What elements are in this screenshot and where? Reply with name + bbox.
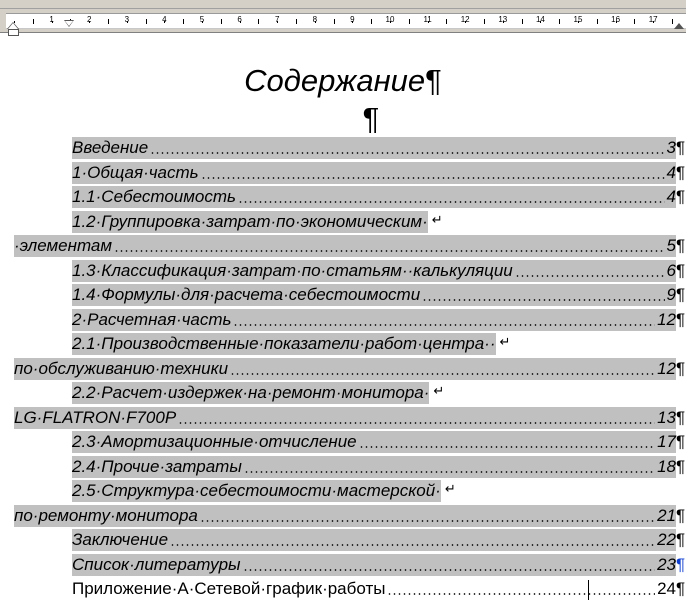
ruler-number: 6 (237, 15, 242, 24)
toc-entry-title: 1.1·Себестоимость (72, 187, 236, 206)
toc-entry-title: 1.3·Классификация·затрат·по·статьям··калькуляции (72, 260, 513, 280)
ruler-number: 5 (199, 15, 205, 24)
toc-entry[interactable] (0, 431, 686, 453)
toc-page-number: 5 (666, 236, 676, 255)
ruler-number: 16 (611, 15, 621, 24)
toc-page-number: 13 (657, 407, 676, 427)
pilcrow-mark: ¶ (676, 554, 686, 574)
ruler-tick (634, 19, 635, 24)
ruler-tick (371, 19, 372, 24)
ruler-tick (446, 19, 447, 24)
text-cursor (588, 580, 589, 600)
dot-leader (243, 554, 656, 576)
ruler-tick (559, 19, 560, 24)
ruler-tick (258, 19, 259, 24)
pilcrow-mark: ¶ (676, 456, 686, 476)
ruler-number: 2 (86, 15, 92, 24)
pilcrow-mark: ¶ (676, 260, 686, 280)
toc-page-number: 23 (657, 554, 676, 574)
toc-entry[interactable] (0, 505, 686, 527)
line-break-mark: ↵ (431, 211, 443, 227)
dot-leader (230, 358, 655, 380)
ruler-tick (334, 19, 335, 24)
toc-entry-title: 2.3·Амортизационные·отчисление (72, 432, 357, 451)
pilcrow-mark: ¶ (676, 285, 686, 304)
dot-leader (359, 431, 655, 453)
toc-entry-title: 2.5·Структура·себестоимости·мастерской· (72, 481, 441, 500)
pilcrow-mark: ¶ (676, 187, 686, 206)
pilcrow-mark: ¶ (676, 358, 686, 378)
ruler-scale (6, 13, 686, 29)
toc-page-number: 4 (666, 162, 676, 182)
toc-entry-title: Заключение (72, 530, 169, 549)
line-break-mark: ↵ (444, 481, 456, 496)
toc-entry[interactable] (0, 186, 686, 208)
dot-leader (238, 186, 665, 208)
pilcrow-mark: ¶ (676, 579, 686, 598)
toc-entry-title: Список·литературы (72, 554, 241, 574)
toc-heading-text: Содержание (244, 63, 426, 98)
pilcrow-mark: ¶ (676, 162, 686, 182)
ruler-tick (33, 19, 34, 24)
toc-page-number: 17 (657, 432, 676, 451)
toc-entry[interactable] (0, 554, 686, 576)
toc-entry-title: по·ремонту·монитора (14, 505, 198, 525)
toc-entry-title: Введение (72, 138, 149, 157)
toc-entry[interactable] (0, 333, 686, 355)
ruler-number: 7 (274, 15, 280, 24)
ruler-tick (221, 19, 222, 24)
ruler-tick (597, 19, 598, 24)
ruler-number: 10 (385, 15, 395, 24)
toc-entry-title: 2.2·Расчет·издержек·на·ремонт·монитора· (72, 383, 430, 402)
ruler-number: 11 (423, 15, 432, 24)
ruler-number: 14 (535, 15, 545, 24)
toc-entry[interactable] (0, 211, 686, 233)
toc-entry-title: LG·FLATRON·F700P (14, 407, 177, 427)
toc-entry-title: ·элементам (14, 236, 113, 255)
toc-entry-title: 2.4·Прочие·затраты (72, 456, 242, 476)
toc-entry[interactable] (0, 529, 686, 551)
ruler-number: 4 (162, 15, 167, 24)
dot-leader (201, 162, 665, 184)
right-indent-marker[interactable] (674, 23, 684, 29)
document-page[interactable] (0, 33, 686, 603)
ruler-number: 12 (460, 15, 470, 24)
empty-paragraph-mark: ¶ (362, 101, 380, 136)
dot-leader (200, 505, 655, 527)
toc-entry[interactable] (0, 578, 686, 600)
ruler-tick (183, 19, 184, 24)
toc-entry[interactable] (0, 407, 686, 429)
dot-leader (233, 309, 655, 331)
toc-entry-title: Приложение·А·Сетевой·график·работы (72, 579, 386, 598)
toc-entry-title: 1.2·Группировка·затрат·по·экономическим· (72, 211, 428, 231)
toc-page-number: 6 (666, 260, 676, 280)
ruler-tick (409, 19, 410, 24)
ruler-number: 8 (312, 15, 318, 24)
ruler-tick (108, 19, 109, 24)
dot-leader (150, 137, 664, 159)
ruler-tick (522, 19, 523, 24)
pilcrow-mark: ¶ (676, 530, 686, 549)
pilcrow-mark: ¶ (425, 63, 442, 98)
ruler-number: 17 (648, 15, 658, 24)
pilcrow-mark: ¶ (676, 138, 686, 157)
toc-page-number: 18 (657, 456, 676, 476)
ruler-tick (484, 19, 485, 24)
ruler-number: 1 (49, 15, 54, 24)
first-line-indent-marker-fill (65, 21, 73, 26)
line-break-mark: ↵ (433, 383, 445, 398)
toc-entry-title: 1.4·Формулы·для·расчета·себестоимости (72, 285, 421, 304)
ruler-tick (296, 19, 297, 24)
toc-page-number: 22 (657, 530, 676, 549)
toc-entry[interactable] (0, 382, 686, 404)
pilcrow-mark: ¶ (676, 432, 686, 451)
toc-entry-title: 2·Расчетная·часть (72, 309, 232, 329)
ruler-tick (672, 19, 673, 24)
pilcrow-mark: ¶ (676, 309, 686, 329)
pilcrow-mark: ¶ (676, 236, 686, 255)
toc-page-number: 24 (657, 579, 676, 598)
horizontal-ruler[interactable] (0, 9, 686, 33)
ruler-number: 9 (350, 15, 355, 24)
toc-entry[interactable] (0, 480, 686, 502)
toc-page-number: 4 (666, 187, 676, 206)
toc-entry[interactable] (0, 260, 686, 282)
toc-page-number: 9 (666, 285, 676, 304)
toc-entry[interactable] (0, 358, 686, 380)
ruler-number: 3 (124, 15, 130, 24)
pilcrow-mark: ¶ (676, 505, 686, 525)
toc-entry[interactable] (0, 235, 686, 257)
dot-leader (170, 529, 655, 551)
toolbar-edge (0, 0, 686, 9)
toc-entry[interactable] (0, 456, 686, 478)
toc-entry[interactable] (0, 162, 686, 184)
dot-leader (114, 235, 664, 257)
toc-page-number: 3 (666, 138, 676, 157)
toc-page-number: 12 (657, 309, 676, 329)
ruler-number: 15 (573, 15, 583, 24)
toc-entry-title: 1·Общая·часть (72, 162, 199, 182)
dot-leader (244, 456, 655, 478)
toc-entry-title: 2.1·Производственные·показатели·работ·центра·· (72, 334, 496, 353)
dot-leader (515, 260, 665, 282)
dot-leader (387, 578, 655, 600)
toc-page-number: 12 (657, 358, 676, 378)
ruler-tick (146, 19, 147, 24)
dot-leader (422, 284, 664, 306)
pilcrow-mark: ¶ (676, 407, 686, 427)
toc-entry[interactable] (0, 309, 686, 331)
toc-heading (0, 63, 686, 99)
dot-leader (178, 407, 655, 429)
toc-entry-title: по·обслуживанию·техники (14, 358, 229, 378)
toc-entry[interactable] (0, 284, 686, 306)
toc-entry[interactable] (0, 137, 686, 159)
ruler-number: 13 (498, 15, 508, 24)
toc-page-number: 21 (657, 505, 676, 525)
line-break-mark: ↵ (499, 334, 511, 349)
